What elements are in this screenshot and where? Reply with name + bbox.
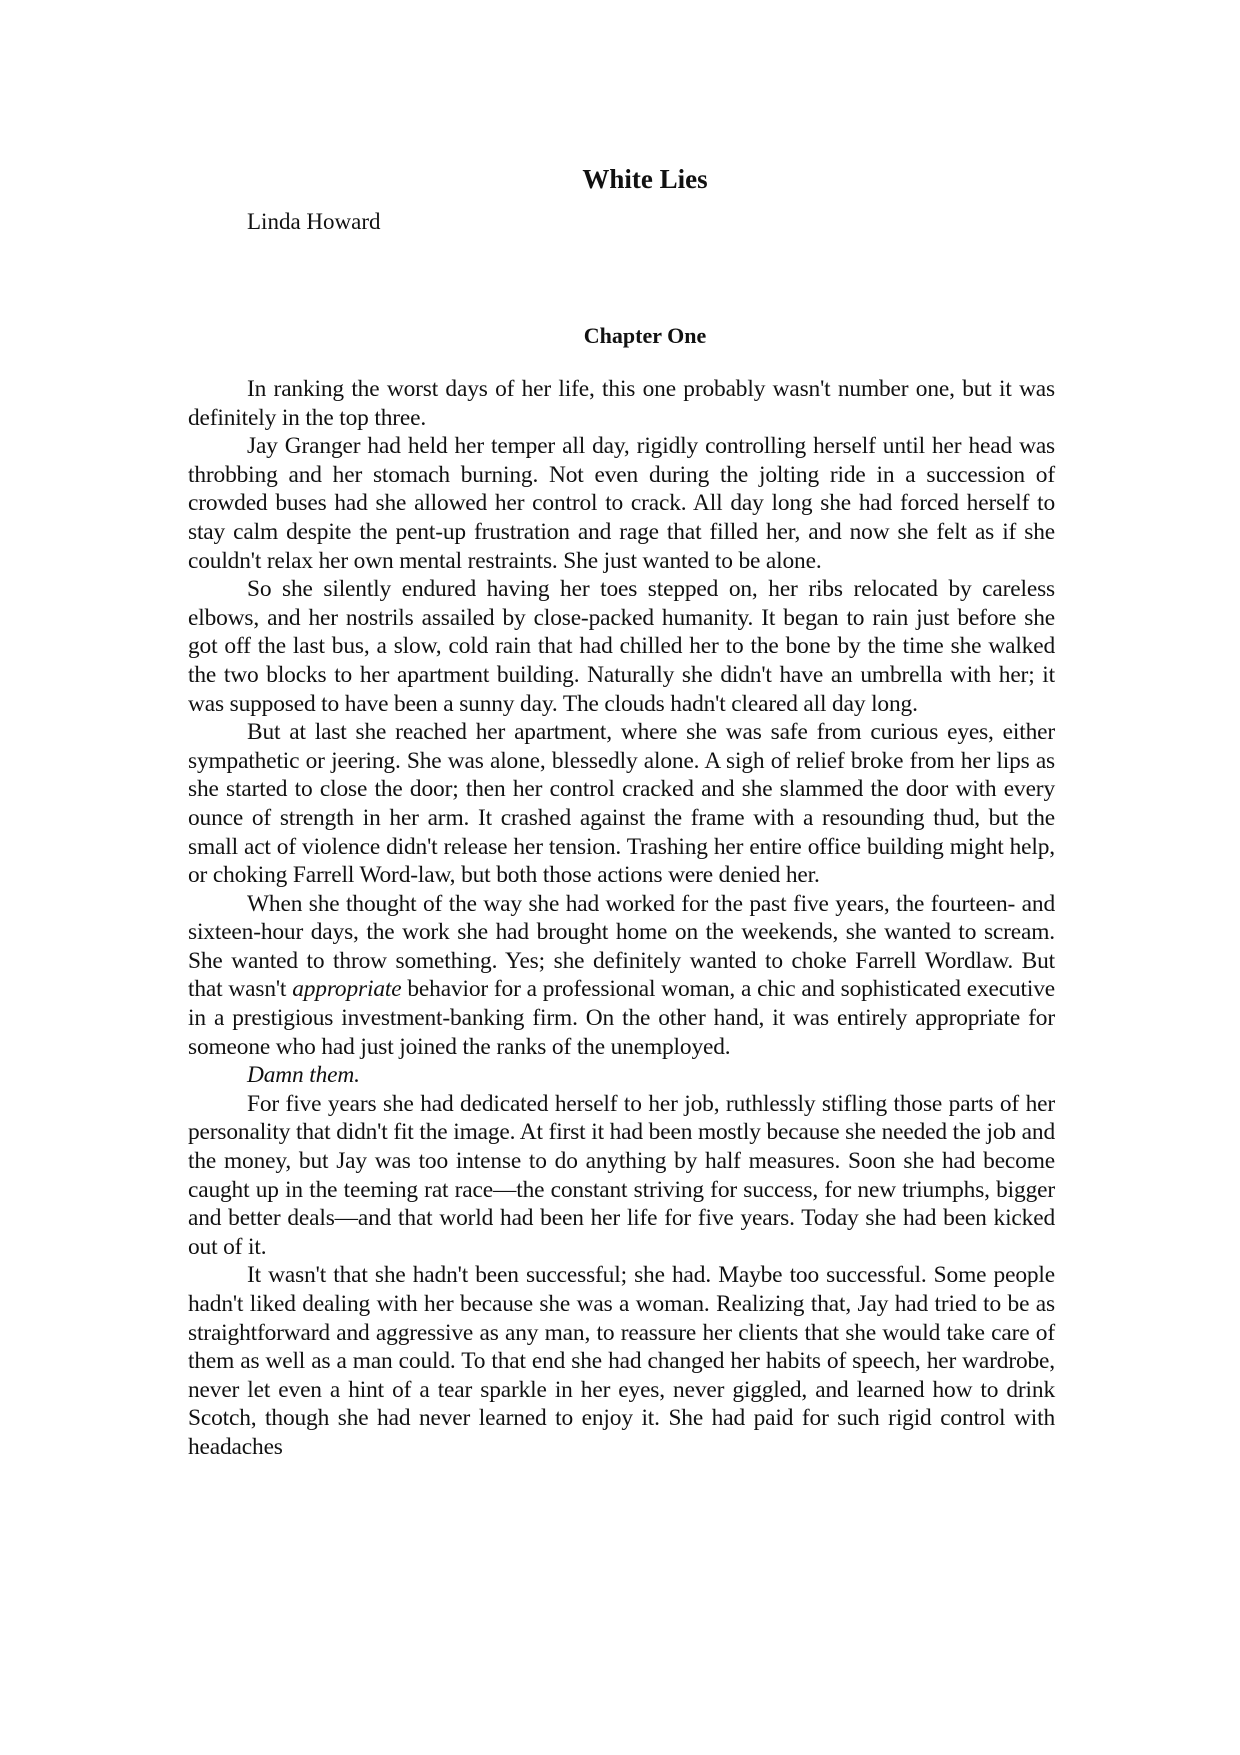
chapter-body xyxy=(188,375,1055,1462)
paragraph xyxy=(188,890,1055,1062)
chapter-heading: Chapter One xyxy=(583,323,707,348)
emphasis-text: appropriate xyxy=(292,976,402,1003)
paragraph: Jay Granger had held her temper all day, rigidly controlling herself until her head was throbbing and her stomach burning. Not even during the jolting ride in a succession of crowded buses had she allowed her control to crack. All day long she had forced herself to stay calm despite the pent-up frustration and rage that filled her, and now she felt as if she couldn't relax her own mental restraints. She just wanted to be alone. xyxy=(188,433,1055,574)
paragraph-text: behavior for a professional woman, a chic and sophisticated executive in a prestigious investment-banking firm. On the other hand, it was entirely appropriate for someone who had just joined the ranks of the unemployed. xyxy=(188,976,1055,1060)
paragraph: For five years she had dedicated herself to her job, ruthlessly stifling those parts of her personality that didn't fit the image. At first it had been mostly because she needed the job and the money, but Jay was too intense to do anything by half measures. Soon she had become caught up in the teeming rat race—the constant striving for success, for new triumphs, bigger and better deals—and that world had been her life for five years. Today she had been kicked out of it. xyxy=(188,1090,1055,1260)
paragraph: It wasn't that she hadn't been successful; she had. Maybe too successful. Some people hadn't liked dealing with her because she was a woman. Realizing that, Jay had tried to be as straightforward and aggressive as any man, to reassure her clients that she would take care of them as well as a man could. To that end she had changed her habits of speech, her wardrobe, never let even a hint of a tear sparkle in her eyes, never giggled, and learned how to drink Scotch, though she had never learned to enjoy it. She had paid for such rigid control with headaches xyxy=(188,1262,1055,1460)
book-title: White Lies xyxy=(582,164,708,194)
author-name: Linda Howard xyxy=(247,209,381,234)
paragraph: So she silently endured having her toes stepped on, her ribs relocated by careless elbows, and her nostrils assailed by close-packed humanity. It began to rain just before she got off the last bus, a slow, cold rain that had chilled her to the bone by the time she walked the two blocks to her apartment building. Naturally she didn't have an umbrella with her; it was supposed to have been a sunny day. The clouds hadn't cleared all day long. xyxy=(188,576,1055,717)
paragraph: But at last she reached her apartment, where she was safe from curious eyes, either sympathetic or jeering. She was alone, blessedly alone. A sigh of relief broke from her lips as she started to close the door; then her control cracked and she slammed the door with every ounce of strength in her arm. It crashed against the frame with a resounding thud, but the small act of violence didn't release her tension. Trashing her entire office building might help, or choking Farrell Word-law, but both those actions were denied her. xyxy=(188,719,1055,889)
paragraph: In ranking the worst days of her life, this one probably wasn't number one, but it was definitely in the top three. xyxy=(188,376,1055,431)
italic-paragraph: Damn them. xyxy=(247,1062,360,1089)
paragraph-text: When she thought of the way she had worked for the past five years, the fourteen- and sixteen-hour days, the work she had brought home on the weekends, she wanted to scream. She wanted to throw something. Yes; she definitely wanted to choke Farrell Wordlaw. But that wasn't xyxy=(188,890,1055,1003)
